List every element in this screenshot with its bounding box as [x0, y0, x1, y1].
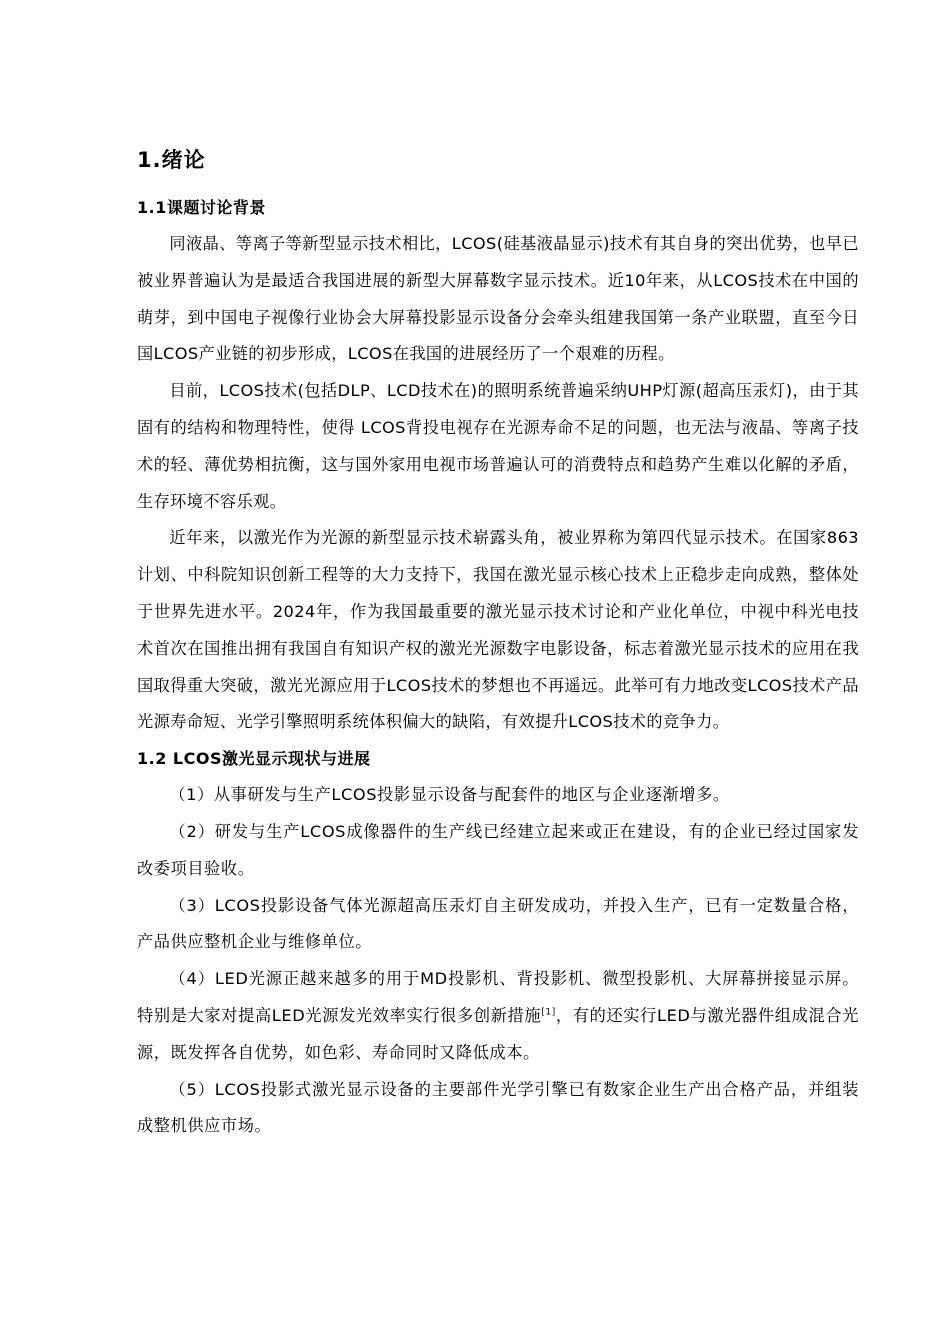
section-heading-1-2: 1.2 LCOS激光显示现状与进展: [137, 749, 371, 769]
list-item-4-text: （4）LED光源正越来越多的用于MD投影机、背投影机、微型投影机、大屏幕拼接显示屏。特别是大家对提高LED光源发光效率实行很多创新措施: [137, 969, 859, 1025]
list-item-4-text-continued: ，有的还实行LED与激光器件组成混合光源，既发挥各自优势，如色彩、寿命同时又降低成本。: [137, 1005, 859, 1062]
list-item-3: （3）LCOS投影设备气体光源超高压汞灯自主研发成功，并投入生产，已有一定数量合格，产品供应整机企业与维修单位。: [137, 895, 859, 952]
paragraph-background-1: 同液晶、等离子等新型显示技术相比，LCOS(硅基液晶显示)技术有其自身的突出优势，也早已被业界普遍认为是最适合我国进展的新型大屏幕数字显示技术。近10年来，从LCOS技术在中国的萌芽，到中国电子视像行业协会大屏幕投影显示设备分会牵头组建我国第一条产业联盟，直至今日国LCOS产业链的初步形成，LCOS在我国的进展经历了一个艰难的历程。: [137, 234, 859, 364]
list-item-2: （2）研发与生产LCOS成像器件的生产线已经建立起来或正在建设，有的企业已经过国家发改委项目验收。: [137, 821, 859, 878]
chapter-title: 1.绪论: [137, 148, 206, 172]
paragraph-background-2: 目前，LCOS技术(包括DLP、LCD技术在)的照明系统普遍采纳UHP灯源(超高压汞灯)，由于其固有的结构和物理特性，使得 LCOS背投电视存在光源寿命不足的问题，也无法与液晶、等离子技术的轻、薄优势相抗衡，这与国外家用电视市场普遍认可的消费特点和趋势产生难以化解的矛盾，生存环境不容乐观。: [137, 381, 859, 511]
section-heading-1-1: 1.1课题讨论背景: [137, 198, 266, 217]
list-item-5: （5）LCOS投影式激光显示设备的主要部件光学引擎已有数家企业生产出合格产品，并组装成整机供应市场。: [137, 1079, 859, 1136]
paragraph-background-3: 近年来，以激光作为光源的新型显示技术崭露头角，被业界称为第四代显示技术。在国家863计划、中科院知识创新工程等的大力支持下，我国在激光显示核心技术上正稳步走向成熟，整体处于世界先进水平。2024年，作为我国最重要的激光显示技术讨论和产业化单位，中视中科光电技术首次在国推出拥有我国自有知识产权的激光光源数字电影设备，标志着激光显示技术的应用在我国取得重大突破，激光光源应用于LCOS技术的梦想也不再遥远。此举可有力地改变LCOS技术产品光源寿命短、光学引擎照明系统体积偏大的缺陷，有效提升LCOS技术的竞争力。: [137, 528, 859, 732]
citation-marker: [1]: [541, 1007, 556, 1018]
list-item-4: [137, 961, 859, 1071]
page-body: [137, 140, 859, 1145]
list-item-1: （1）从事研发与生产LCOS投影显示设备与配套件的地区与企业逐渐增多。: [169, 785, 730, 805]
